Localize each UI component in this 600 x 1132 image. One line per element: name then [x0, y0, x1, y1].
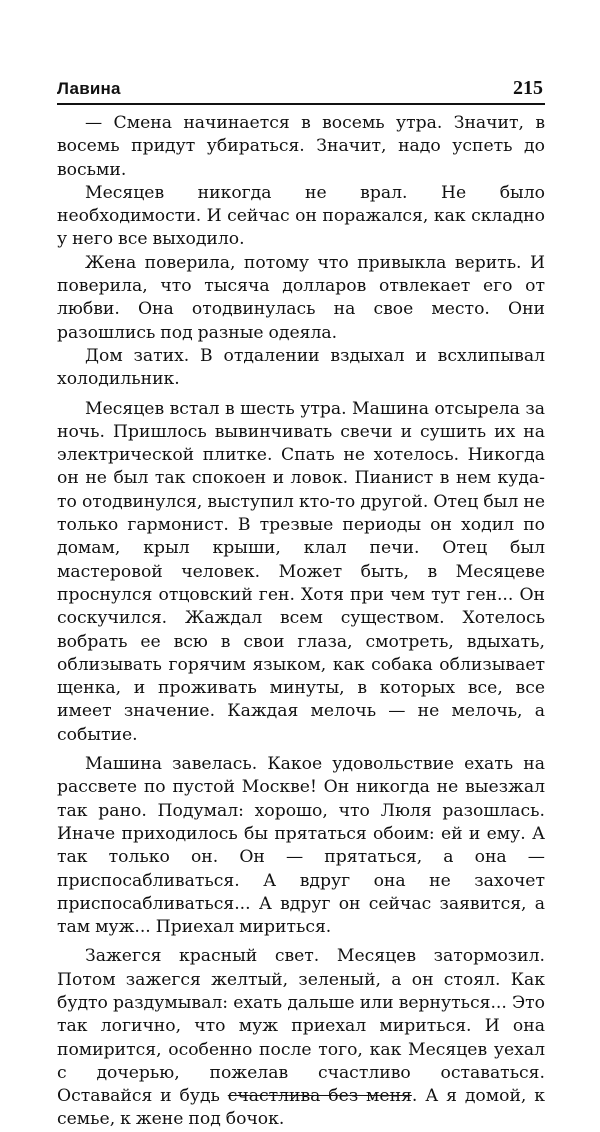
- paragraph-7: [57, 945, 545, 1131]
- paragraph-6: Машина завелась. Какое удовольствие ехать на рассвете по пустой Москве! Он никогда не выезжал так рано. Подумал: хорошо, что Люля разошлась. Иначе приходилось бы прятаться обоим: ей и ему. А так только он. Он — прятаться, а она — приспосабливаться. А вдруг она не захочет приспосабливаться... А вдруг он сейчас заявится, а там муж... Приехал мириться.: [57, 754, 545, 938]
- page-number: 215: [513, 77, 543, 99]
- paragraph-3: Жена поверила, потому что привыкла верить. И поверила, что тысяча долларов отвлекает его от любви. Она отодвинулась на свое место. Они разошлись под разные одеяла.: [57, 252, 545, 343]
- paragraph-7-text: Зажегся красный свет. Месяцев затормозил. Потом зажегся желтый, зеленый, а он стоял. Как будто раздумывал: ехать дальше или вернуться... Это так логично, что муж приехал мириться. И она помирится, особенно после того, как Месяцев уехал с дочерью, пожелав счастливо оставаться. Оставайся и будь: [57, 946, 545, 1107]
- running-title: Лавина: [57, 79, 121, 98]
- paragraph-5: Месяцев встал в шесть утра. Машина отсырела за ночь. Пришлось вывинчивать свечи и сушить их на электрической плитке. Спать не хотелось. Никогда он не был так спокоен и ловок. Пианист в нем куда-то отодвинулся, выступил кто-то другой. Отец был не только гармонист. В трезвые периоды он ходил по домам, крыл крыши, клал печи. Отец был мастеровой человек. Может быть, в Месяцеве проснулся отцовский ген. Хотя при чем тут ген... Он соскучился. Жаждал всем существом. Хотелось вобрать ее всю в свои глаза, смотреть, вдыхать, облизывать горячим языком, как собака облизывает щенка, и проживать минуты, в которых все, все имеет значение. Каждая мелочь — не мелочь, а событие.: [57, 398, 545, 745]
- struck-text: счастлива без меня: [227, 1086, 412, 1107]
- paragraph-7-end: . А я домой, к семье, к жене под бочок.: [57, 1086, 545, 1130]
- header-rule: [57, 103, 545, 105]
- body-text: [57, 112, 545, 1132]
- paragraph-4: Дом затих. В отдалении вздыхал и всхлипывал холодильник.: [57, 345, 545, 390]
- paragraph-2: Месяцев никогда не врал. Не было необходимости. И сейчас он поражался, как складно у него все выходило.: [57, 182, 545, 250]
- paragraph-1: — Смена начинается в восемь утра. Значит, в восемь придут убираться. Значит, надо успеть до восьми.: [57, 113, 545, 180]
